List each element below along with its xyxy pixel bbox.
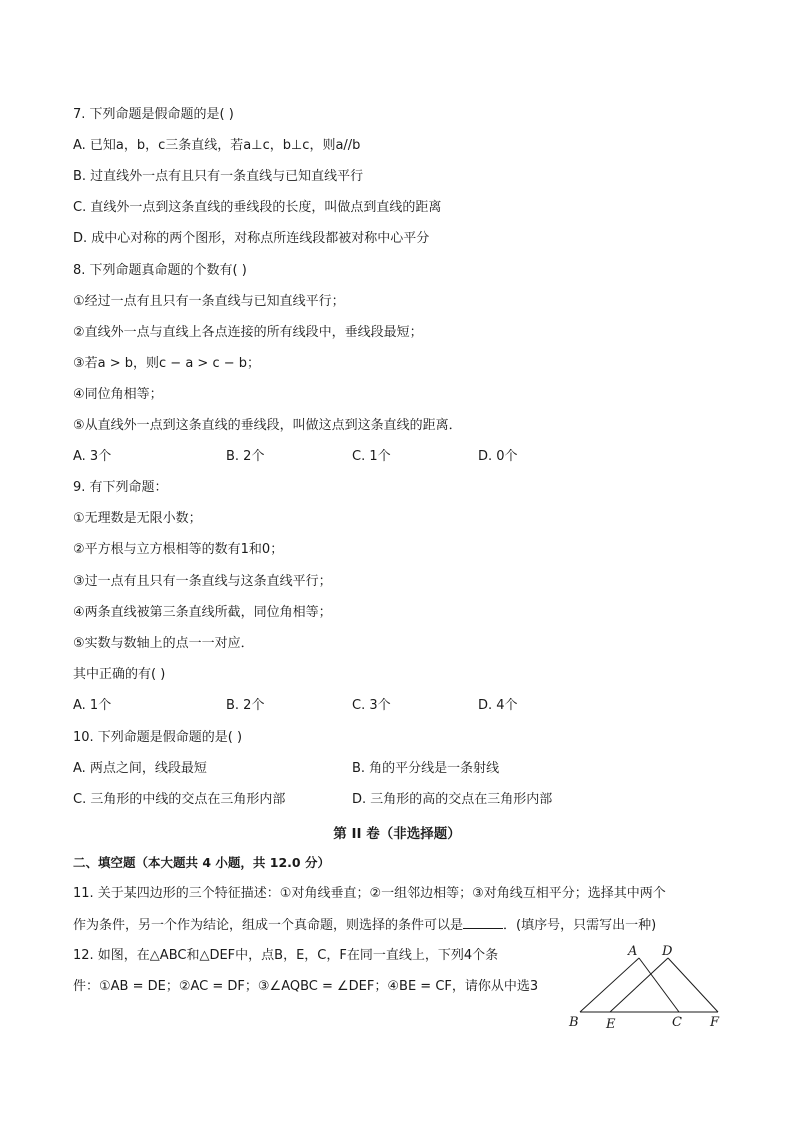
- label-b: B: [569, 1015, 579, 1030]
- segment-ba: [580, 958, 639, 1012]
- q9-statement-1: ①无理数是无限小数；: [73, 511, 202, 526]
- volume-title: 第 II 卷（非选择题）: [333, 826, 461, 842]
- label-c: C: [672, 1015, 682, 1030]
- q8-stem: 8. 下列命题真命题的个数有( ): [73, 263, 247, 278]
- q9-option-c: C. 3个: [352, 698, 391, 713]
- q12-line-1: 12. 如图，在△ABC和△DEF中，点B，E，C，F在同一直线上，下列4个条: [73, 948, 499, 963]
- label-a: A: [628, 944, 638, 959]
- q11-line-2: [73, 916, 656, 935]
- label-e: E: [606, 1017, 616, 1032]
- q8-option-c: C. 1个: [352, 449, 391, 464]
- q8-option-b: B. 2个: [226, 449, 265, 464]
- q8-option-d: D. 0个: [478, 449, 518, 464]
- q9-option-b: B. 2个: [226, 698, 265, 713]
- segment-df: [668, 958, 718, 1012]
- q8-option-a: A. 3个: [73, 449, 112, 464]
- q10-option-c: C. 三角形的中线的交点在三角形内部: [73, 792, 286, 807]
- q9-option-d: D. 4个: [478, 698, 518, 713]
- q11-line-2-text: 作为条件，另一个作为结论，组成一个真命题，则选择的条件可以是: [73, 918, 464, 933]
- q7-option-a: A. 已知a，b，c三条直线，若a⊥c，b⊥c，则a//b: [73, 138, 361, 153]
- q9-statement-5: ⑤实数与数轴上的点一一对应．: [73, 636, 254, 651]
- q11-line-1: 11. 关于某四边形的三个特征描述：①对角线垂直；②一组邻边相等；③对角线互相平分；选择其中两个: [73, 886, 666, 901]
- triangle-figure: [560, 940, 740, 1040]
- q9-statement-2: ②平方根与立方根相等的数有1和0；: [73, 542, 284, 557]
- q10-stem: 10. 下列命题是假命题的是( ): [73, 730, 243, 745]
- q8-statement-4: ④同位角相等；: [73, 387, 163, 402]
- q7-option-d: D. 成中心对称的两个图形，对称点所连线段都被对称中心平分: [73, 231, 430, 246]
- q10-option-d: D. 三角形的高的交点在三角形内部: [352, 792, 553, 807]
- q12-line-2: 件：①AB = DE；②AC = DF；③∠AQBC = ∠DEF；④BE = CF，请你从中选3: [73, 979, 539, 994]
- label-d: D: [662, 944, 673, 959]
- q9-statement-4: ④两条直线被第三条直线所截，同位角相等；: [73, 605, 332, 620]
- section-title: 二、填空题（本大题共 4 小题，共 12.0 分）: [73, 855, 330, 870]
- q7-option-b: B. 过直线外一点有且只有一条直线与已知直线平行: [73, 169, 364, 184]
- q7-option-c: C. 直线外一点到这条直线的垂线段的长度，叫做点到直线的距离: [73, 200, 442, 215]
- q8-statement-2: ②直线外一点与直线上各点连接的所有线段中，垂线段最短；: [73, 325, 423, 340]
- q7-stem: 7. 下列命题是假命题的是( ): [73, 107, 234, 122]
- q9-option-a: A. 1个: [73, 698, 112, 713]
- q9-statement-3: ③过一点有且只有一条直线与这条直线平行；: [73, 574, 332, 589]
- answer-blank[interactable]: [463, 916, 503, 929]
- q9-stem: 9. 有下列命题：: [73, 480, 168, 495]
- q11-line-2-tail: ．(填序号，只需写出一种): [503, 918, 657, 933]
- q8-statement-5: ⑤从直线外一点到这条直线的垂线段，叫做这点到这条直线的距离．: [73, 418, 462, 433]
- q10-option-a: A. 两点之间，线段最短: [73, 761, 207, 776]
- q9-ask: 其中正确的有( ): [73, 667, 166, 682]
- q10-option-b: B. 角的平分线是一条射线: [352, 761, 500, 776]
- q8-statement-1: ①经过一点有且只有一条直线与已知直线平行；: [73, 294, 345, 309]
- label-f: F: [710, 1015, 720, 1030]
- q8-statement-3: ③若a > b，则c − a > c − b；: [73, 356, 261, 371]
